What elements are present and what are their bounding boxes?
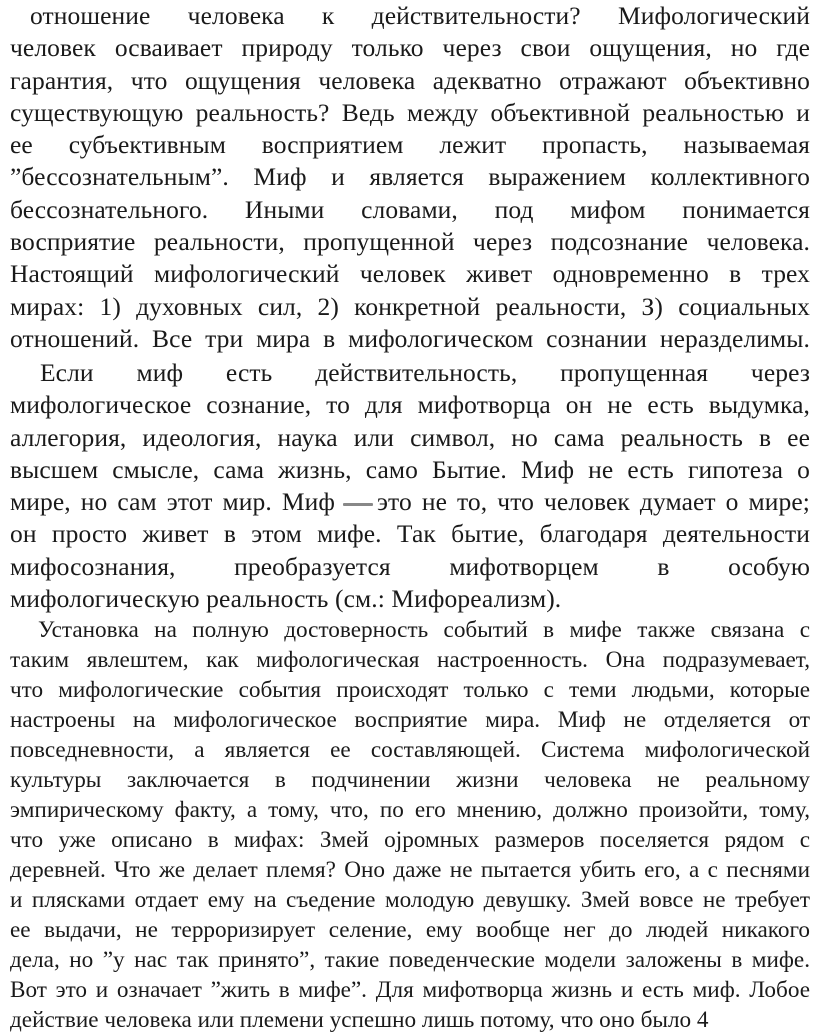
text-line: отношений. Все три мира в мифологическом сознании неразделимы. xyxy=(10,323,810,353)
text-line: таким явлештем, как мифологическая настроенность. Она подразумевает, xyxy=(10,647,810,673)
text-line: действие человека или племени успешно лишь потому, что оно было 4 xyxy=(10,1007,709,1033)
text-line: мифосознания, преобразуется мифотворцем в особую xyxy=(10,551,810,581)
text-line: отношение человека к действительности? Мифологический xyxy=(30,1,810,30)
text-line: дела, но ”у нас так принято”, такие поведенческие модели заложены в мифе. xyxy=(10,947,810,973)
text-line: мифологическую реальность (см.: Мифореализм). xyxy=(10,584,562,614)
paragraph-1 xyxy=(10,0,810,355)
text-line: он просто живет в этом мифе. Так бытие, благодаря деятельности xyxy=(10,519,810,549)
text-line: мирах: 1) духовных сил, 2) конкретной реальности, З) социальных xyxy=(10,291,810,321)
text-line: что уже описано в мифах: Змей ојромных размеров поселяется рядом с xyxy=(10,827,810,853)
text-line: эмпирическому факту, а тому, что, по его мнению, должно произойти, тому, xyxy=(10,797,810,823)
text-line: высшем смысле, сама жизнь, само Бытие. Миф не есть гипотеза о xyxy=(10,454,810,484)
text-line: аллегория, идеология, наука или символ, но сама реальность в ее xyxy=(10,422,810,452)
text-line: гарантия, что ощущения человека адекватно отражают объективно xyxy=(10,65,810,95)
text-line: деревней. Что же делает племя? Оно даже не пытается убить его, а с песнями xyxy=(10,857,810,883)
text-line: что мифологические события происходят только с теми людьми, которые xyxy=(10,677,810,703)
text-line: ”бессознательным”. Миф и является выражением коллективного xyxy=(10,162,810,192)
text-line: культуры заключается в подчинении жизни человека не реальному xyxy=(10,767,810,793)
text-line: Если миф есть действительность, пропущенная через xyxy=(40,358,810,387)
text-line: существующую реальность? Ведь между объективной реальностью и xyxy=(10,97,810,127)
text-line: человек осваивает природу только через свои ощущения, но где xyxy=(10,33,810,63)
paragraph-2 xyxy=(10,357,810,615)
text-line: Вот это и означает ”жить в мифе”. Для мифотворца жизнь и есть миф. Лобое xyxy=(10,977,810,1003)
text-line: бессознательного. Иными словами, под мифом понимается xyxy=(10,194,810,224)
text-line-with-dash xyxy=(10,486,810,518)
text-line: мифологическое сознание, то для мифотворца он не есть выдумка, xyxy=(10,390,810,420)
text-line: восприятие реальности, пропущенной через подсознание человека. xyxy=(10,227,810,257)
text-fragment: это не то, что человек думает о мире; xyxy=(377,487,810,517)
text-line: ее субъективным восприятием лежит пропасть, называемая xyxy=(10,130,810,160)
dash-mark xyxy=(343,503,373,506)
text-line: настроены на мифологическое восприятие мира. Миф не отделяется от xyxy=(10,707,810,733)
text-line: Настоящий мифологический человек живет одновременно в трех xyxy=(10,259,810,289)
text-line: повседневности, а является ее составляющей. Система мифологической xyxy=(10,737,810,763)
text-line: и плясками отдает ему на съедение молодую девушку. Змей вовсе не требует xyxy=(10,887,810,913)
text-fragment: мире, но сам этот мир. Миф xyxy=(10,487,335,517)
text-line: Установка на полную достоверность событий в мифе также связана с xyxy=(38,617,810,643)
text-line: ее выдачи, не терроризирует селение, ему вообще нег до людей никакого xyxy=(10,917,810,943)
paragraph-3 xyxy=(10,615,810,1035)
